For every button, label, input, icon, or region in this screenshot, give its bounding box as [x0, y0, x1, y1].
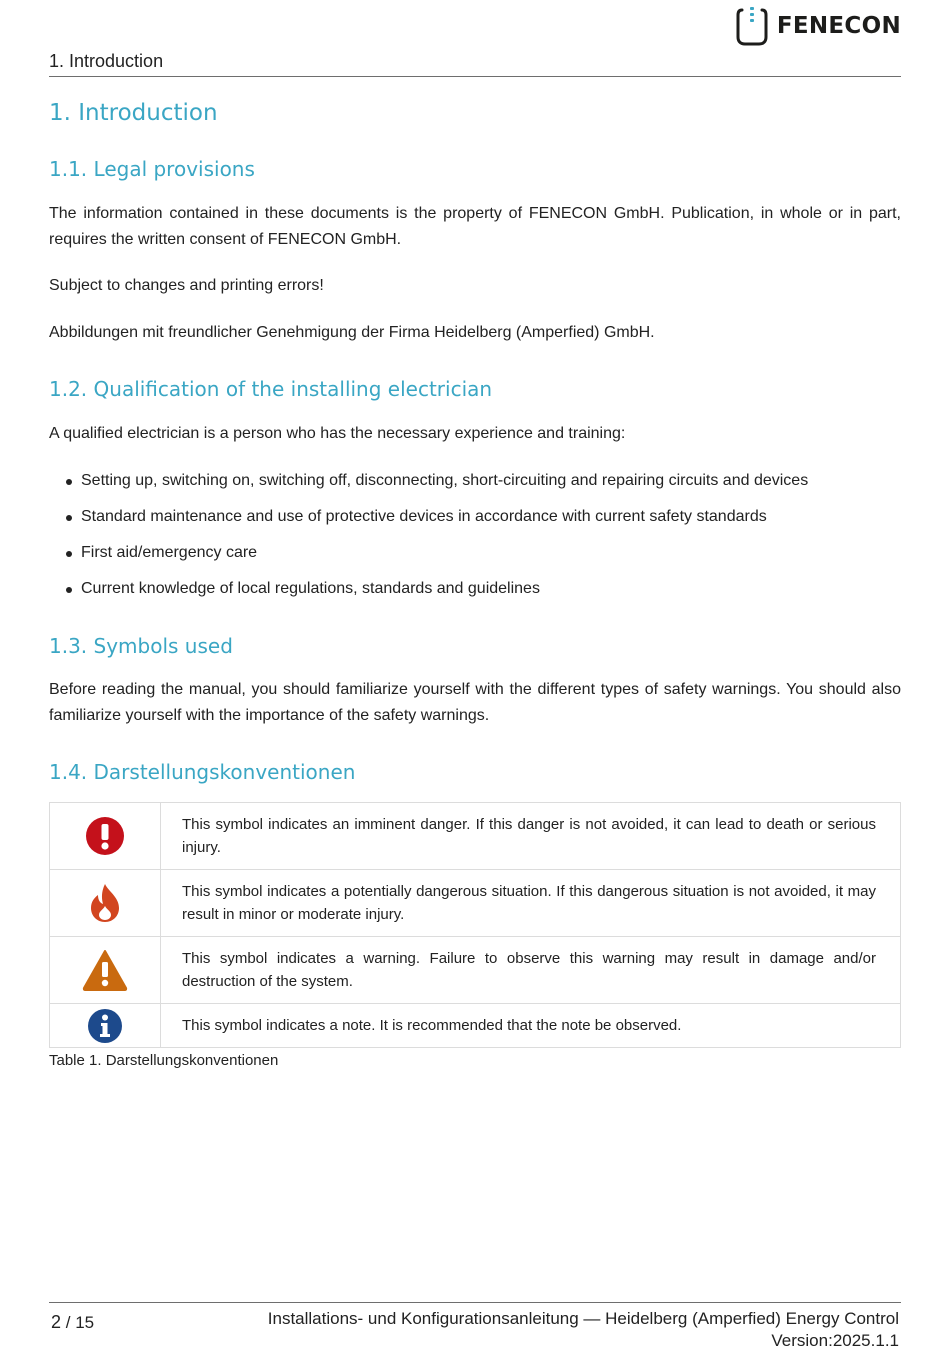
- table-cell-text: This symbol indicates a potentially dangerous situation. If this dangerous situation is not avoided, it may result in minor or moderate injury.: [161, 870, 901, 937]
- page-current: 2: [51, 1312, 62, 1332]
- table-cell-text: This symbol indicates a note. It is recommended that the note be observed.: [161, 1004, 901, 1048]
- legal-paragraph-2: Subject to changes and printing errors!: [49, 277, 324, 294]
- page-separator: /: [61, 1313, 76, 1332]
- page-total: 15: [75, 1313, 95, 1332]
- logo-text: FENECON: [776, 13, 901, 39]
- table-cell-text: This symbol indicates an imminent danger. If this danger is not avoided, it can lead to death or serious injury.: [161, 803, 901, 870]
- fenecon-logo-icon: [736, 6, 768, 46]
- list-item: Standard maintenance and use of protective devices in accordance with current safety standards: [49, 504, 901, 540]
- footer-title-line: Installations- und Konfigurationsanleitung — Heidelberg (Amperfied) Energy Control: [267, 1309, 899, 1328]
- section-title-conventions: 1.4. Darstellungskonventionen: [49, 760, 356, 784]
- footer-document-title: [268, 1308, 899, 1352]
- table-row: [50, 803, 901, 870]
- symbols-paragraph: Before reading the manual, you should familiarize yourself with the different types of safety warnings. You should also familiarize yourself with the importance of the safety warnings.: [49, 681, 901, 724]
- list-item: Setting up, switching on, switching off, disconnecting, short-circuiting and repairing circuits and devices: [49, 468, 901, 504]
- section-title-legal-provisions: 1.1. Legal provisions: [49, 157, 255, 181]
- header-divider: [49, 76, 901, 77]
- running-head: 1. Introduction: [49, 51, 164, 71]
- fenecon-logo: [736, 6, 901, 46]
- table-row: [50, 937, 901, 1004]
- list-item: First aid/emergency care: [49, 540, 901, 576]
- table-row: [50, 1004, 901, 1048]
- legal-paragraph-3: Abbildungen mit freundlicher Genehmigung der Firma Heidelberg (Amperfied) GmbH.: [49, 324, 655, 341]
- page-number: [51, 1312, 94, 1333]
- table-caption: Table 1. Darstellungskonventionen: [49, 1052, 279, 1069]
- section-title-symbols-used: 1.3. Symbols used: [49, 634, 233, 658]
- document-page: [49, 0, 901, 1358]
- info-icon: [87, 1008, 123, 1044]
- footer-version: Version:2025.1.1: [771, 1331, 899, 1350]
- legal-paragraph-1: The information contained in these documents is the property of FENECON GmbH. Publication, in whole or in part, requires the written consent of FENECON GmbH.: [49, 205, 901, 248]
- list-item: Current knowledge of local regulations, standards and guidelines: [49, 576, 901, 612]
- table-cell-text: This symbol indicates a warning. Failure to observe this warning may result in damage and/or destruction of the system.: [161, 937, 901, 1004]
- qualification-intro: A qualified electrician is a person who has the necessary experience and training:: [49, 425, 626, 442]
- flame-icon: [88, 883, 122, 923]
- danger-exclamation-icon: [85, 816, 125, 856]
- qualification-list: [49, 468, 901, 612]
- warning-triangle-icon: [82, 949, 128, 991]
- chapter-title: 1. Introduction: [49, 100, 218, 126]
- footer-divider: [49, 1302, 901, 1303]
- section-title-qualification: 1.2. Qualification of the installing electrician: [49, 377, 493, 401]
- conventions-table: [49, 802, 901, 1048]
- table-row: [50, 870, 901, 937]
